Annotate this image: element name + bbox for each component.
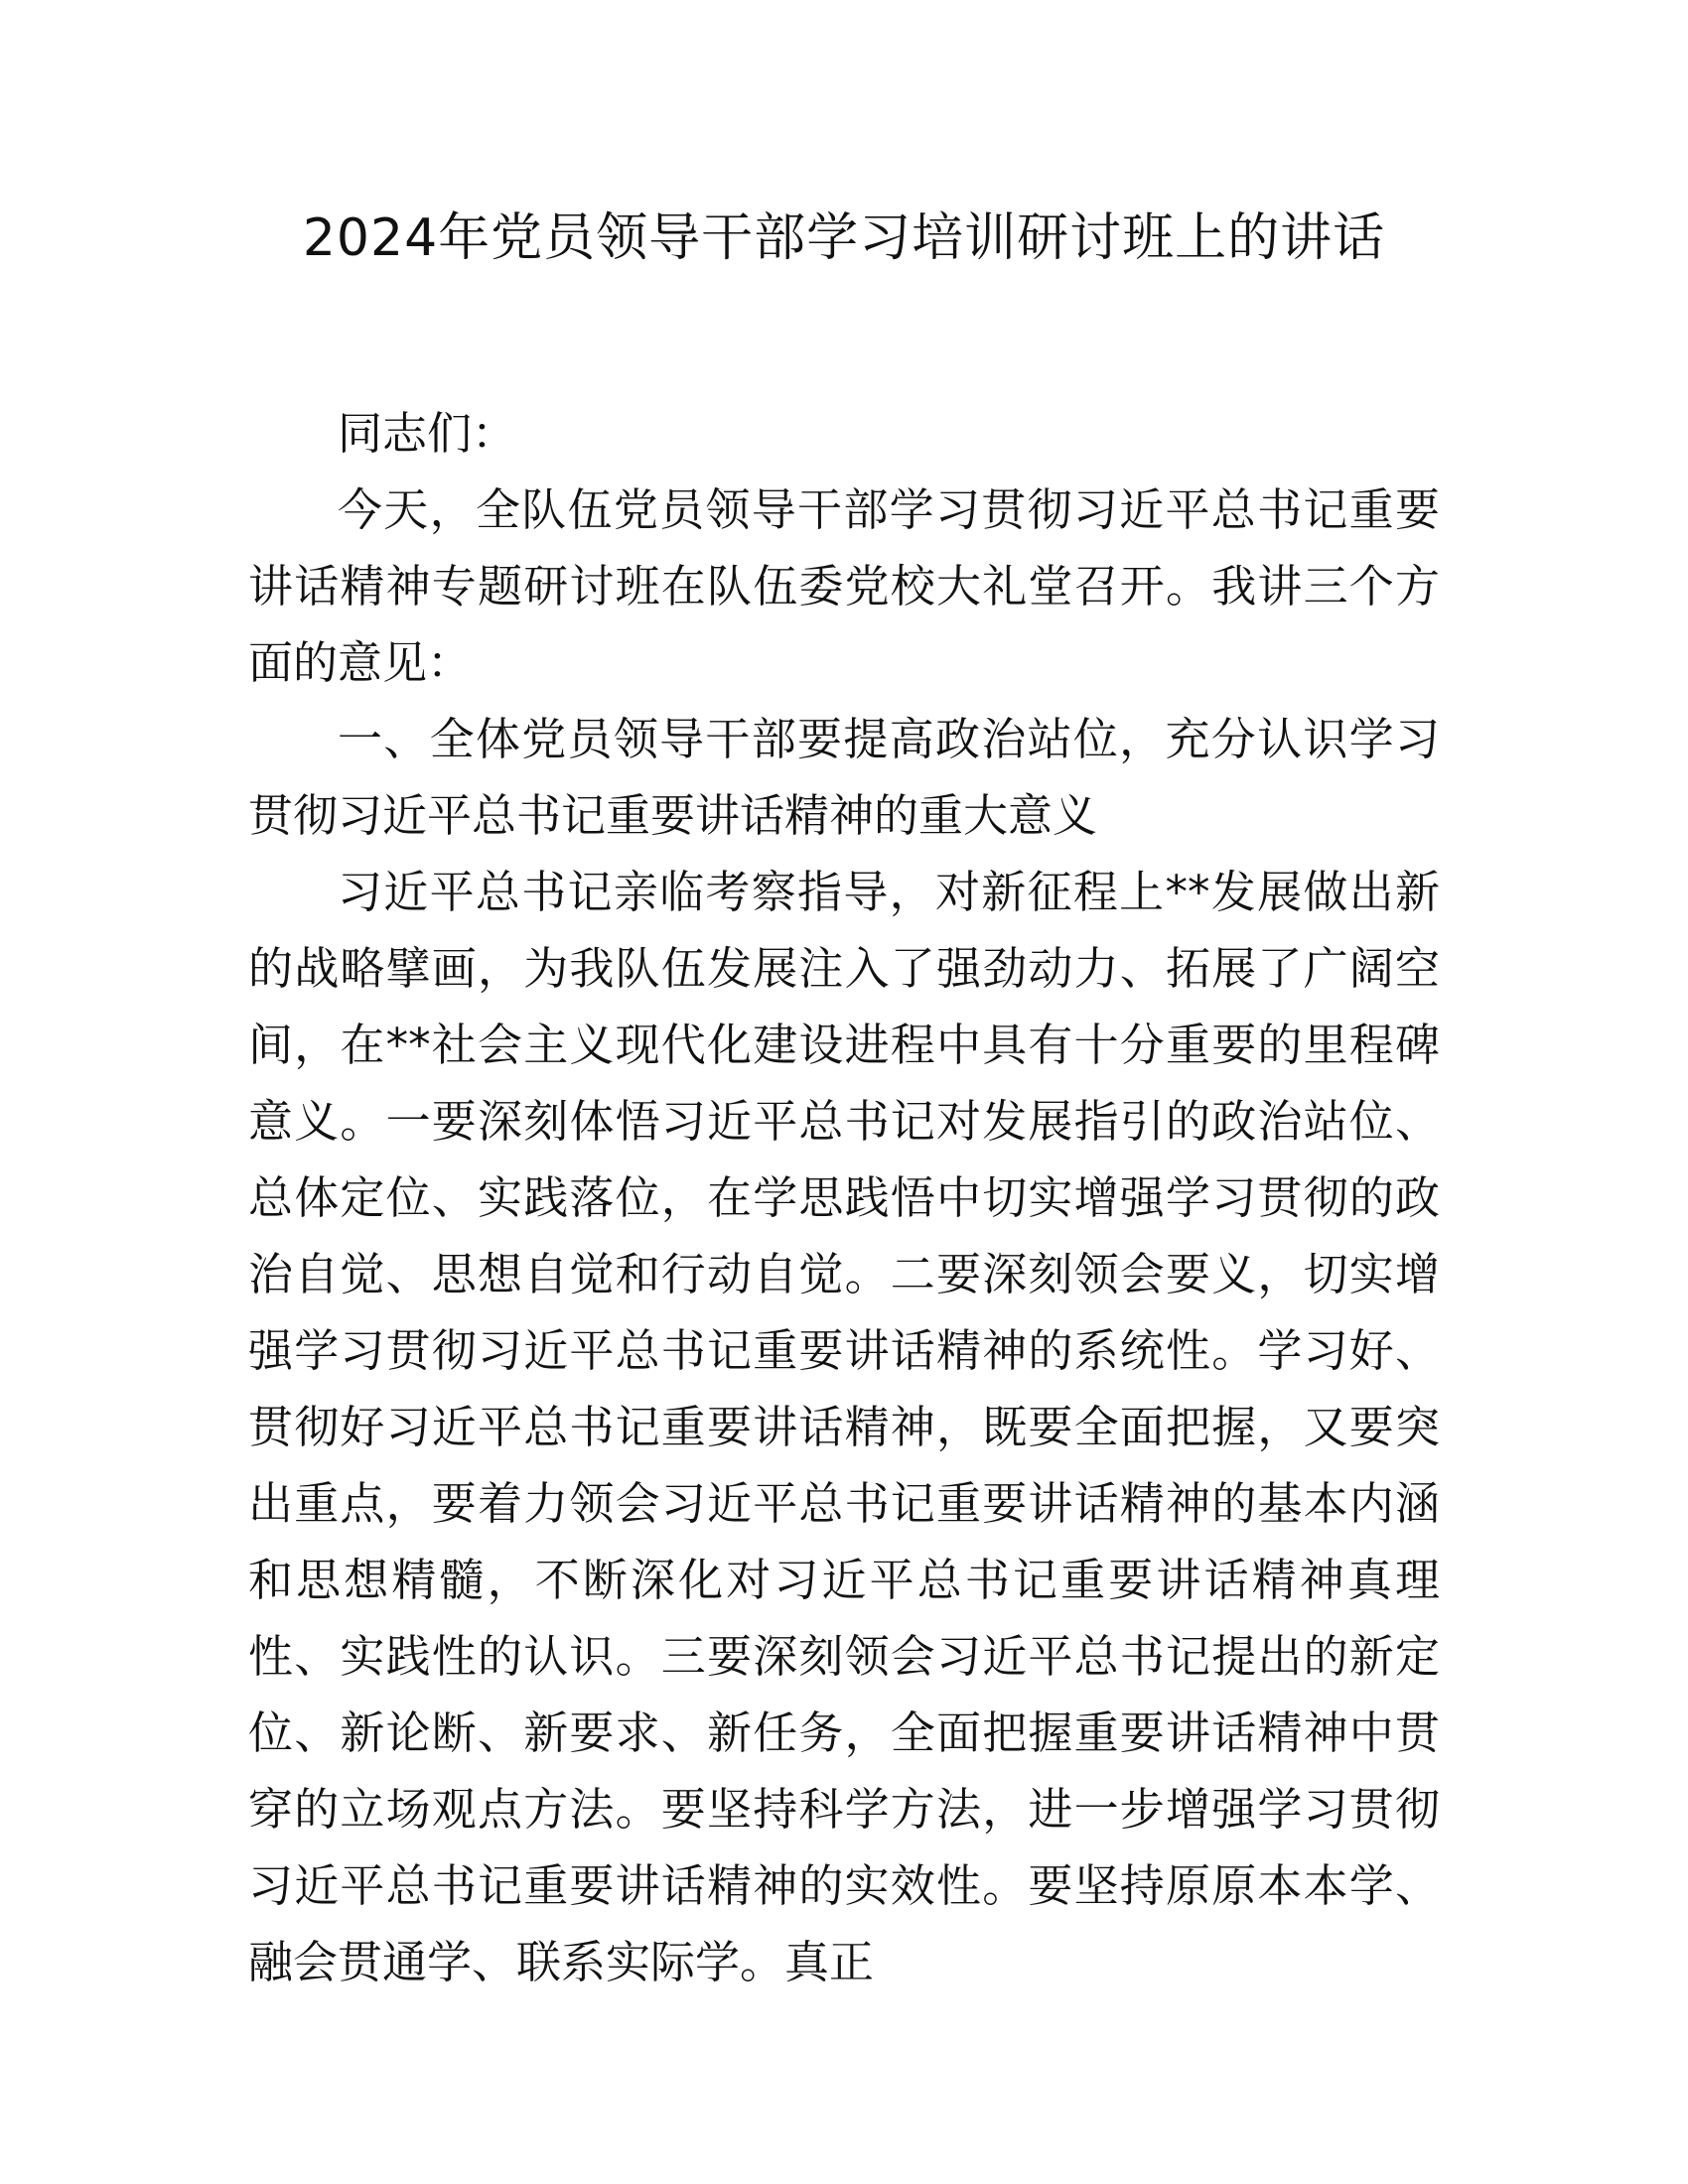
section-heading-1: 一、全体党员领导干部要提高政治站位，充分认识学习贯彻习近平总书记重要讲话精神的重大意义: [248, 713, 1440, 842]
document-body: [248, 395, 1440, 2000]
salutation: 同志们：: [338, 407, 517, 460]
document-title: 2024年党员领导干部学习培训研讨班上的讲话: [302, 208, 1386, 268]
paragraph-body: 习近平总书记亲临考察指导，对新征程上**发展做出新的战略擘画，为我队伍发展注入了强劲动力、拓展了广阔空间，在**社会主义现代化建设进程中具有十分重要的里程碑意义。一要深刻体悟习近平总书记对发展指引的政治站位、总体定位、实践落位，在学思践悟中切实增强学习贯彻的政治自觉、思想自觉和行动自觉。二要深刻领会要义，切实增强学习贯彻习近平总书记重要讲话精神的系统性。学习好、贯彻好习近平总书记重要讲话精神，既要全面把握，又要突出重点，要着力领会习近平总书记重要讲话精神的基本内涵和思想精髓，不断深化对习近平总书记重要讲话精神真理性、实践性的认识。三要深刻领会习近平总书记提出的新定位、新论断、新要求、新任务，全面把握重要讲话精神中贯穿的立场观点方法。要坚持科学方法，进一步增强学习贯彻习近平总书记重要讲话精神的实效性。要坚持原原本本学、融会贯通学、联系实际学。真正: [248, 866, 1440, 1988]
paragraph-intro: 今天，全队伍党员领导干部学习贯彻习近平总书记重要讲话精神专题研讨班在队伍委党校大礼堂召开。我讲三个方面的意见：: [248, 483, 1440, 689]
